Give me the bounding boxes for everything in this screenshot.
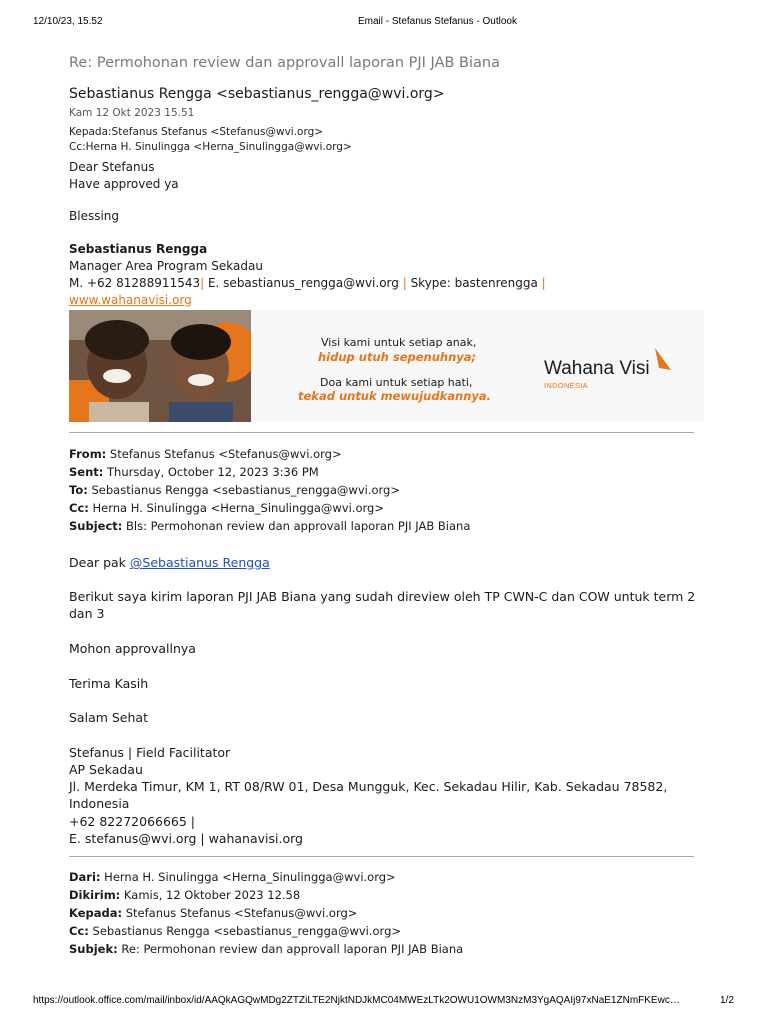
separator: | <box>200 276 205 290</box>
signature-website-link[interactable]: www.wahanavisi.org <box>69 293 192 307</box>
subject-value: Bls: Permohonan review dan approvall laporan PJI JAB Biana <box>122 519 471 533</box>
separator: | <box>541 276 546 290</box>
print-title: Email - Stefanus Stefanus - Outlook <box>358 16 517 27</box>
mention-link[interactable]: @Sebastianus Rengga <box>129 555 270 570</box>
banner-tagline-3: Doa kami untuk setiap hati, <box>320 376 473 389</box>
wahana-visi-logo-sub: INDONESIA <box>544 381 588 390</box>
forward2-subjek <box>69 942 463 956</box>
signature-skype: Skype: bastenrengga <box>406 276 542 290</box>
dikirim-value: Kamis, 12 Oktober 2023 12.58 <box>120 888 301 902</box>
signature-contact <box>69 276 546 290</box>
signature-banner <box>69 310 704 422</box>
email-sender[interactable]: Sebastianus Rengga <sebastianus_rengga@wvi.org> <box>69 86 445 102</box>
from-label: From: <box>69 447 107 461</box>
forward1-sent <box>69 465 319 479</box>
forward1-sig-line4: Indonesia <box>69 796 130 811</box>
to-value: Sebastianus Rengga <sebastianus_rengga@wvi.org> <box>87 483 400 497</box>
banner-tagline-4: tekad untuk mewujudkannya. <box>298 389 492 403</box>
dikirim-label: Dikirim: <box>69 888 121 902</box>
children-photo <box>69 310 251 422</box>
forward1-sig-line1: Stefanus | Field Facilitator <box>69 745 231 760</box>
cc-value: Sebastianus Rengga <sebastianus_rengga@wvi.org> <box>88 924 401 938</box>
forward1-para3: Terima Kasih <box>69 676 149 691</box>
forward1-from <box>69 447 342 461</box>
sent-value: Thursday, October 12, 2023 3:36 PM <box>103 465 319 479</box>
forward2-dari <box>69 870 396 884</box>
sent-label: Sent: <box>69 465 104 479</box>
from-value: Stefanus Stefanus <Stefanus@wvi.org> <box>106 447 342 461</box>
wahana-visi-logo: Wahana Visi <box>544 358 650 379</box>
signature-role: Manager Area Program Sekadau <box>69 259 263 273</box>
email-subject: Re: Permohonan review dan approvall laporan PJI JAB Biana <box>69 55 500 71</box>
divider <box>69 432 694 433</box>
forward1-para1-line2: dan 3 <box>69 606 105 621</box>
divider <box>69 856 694 857</box>
email-to: Kepada:Stefanus Stefanus <Stefanus@wvi.org> <box>69 126 324 138</box>
forward1-sig-line6: E. stefanus@wvi.org | wahanavisi.org <box>69 831 303 846</box>
forward1-sig-line5: +62 82272066665 | <box>69 814 196 829</box>
children-photo-illustration <box>69 310 251 422</box>
email-cc: Cc:Herna H. Sinulingga <Herna_Sinulingga@wvi.org> <box>69 141 352 153</box>
signature-email: E. sebastianus_rengga@wvi.org <box>204 276 403 290</box>
forward1-para2: Mohon approvallnya <box>69 641 196 656</box>
forward2-cc <box>69 924 401 938</box>
subjek-label: Subjek: <box>69 942 118 956</box>
forward1-sig-line3: Jl. Merdeka Timur, KM 1, RT 08/RW 01, Desa Mungguk, Kec. Sekadau Hilir, Kab. Sekadau 78582, <box>69 779 668 794</box>
greeting-text: Dear pak <box>69 555 130 570</box>
print-url: https://outlook.office.com/mail/inbox/id/AAQkAGQwMDg2ZTZiLTE2NjktNDJkMC04MWEzLTk2OWU1OWM3NzM3YgAQAIj97xNaE1ZNmFKEwc… <box>33 995 680 1006</box>
forward1-para1-line1: Berikut saya kirim laporan PJI JAB Biana yang sudah direview oleh TP CWN-C dan COW untuk term 2 <box>69 589 696 604</box>
subject-label: Subject: <box>69 519 123 533</box>
forward1-greeting <box>69 555 270 570</box>
signature-phone: M. +62 81288911543 <box>69 276 201 290</box>
cc-value: Herna H. Sinulingga <Herna_Sinulingga@wvi.org> <box>88 501 384 515</box>
body-line-2: Have approved ya <box>69 177 179 191</box>
cc-label: Cc: <box>69 924 89 938</box>
dari-value: Herna H. Sinulingga <Herna_Sinulingga@wvi.org> <box>100 870 396 884</box>
forward2-dikirim <box>69 888 300 902</box>
to-label: To: <box>69 483 88 497</box>
body-line-3: Blessing <box>69 209 120 223</box>
forward1-cc <box>69 501 384 515</box>
kepada-label: Kepada: <box>69 906 123 920</box>
print-datetime: 12/10/23, 15.52 <box>33 16 103 27</box>
signature-name: Sebastianus Rengga <box>69 242 208 256</box>
separator: | <box>402 276 407 290</box>
cc-label: Cc: <box>69 501 89 515</box>
forward1-sig-line2: AP Sekadau <box>69 762 143 777</box>
star-logo-icon <box>651 348 673 376</box>
kepada-value: Stefanus Stefanus <Stefanus@wvi.org> <box>122 906 358 920</box>
dari-label: Dari: <box>69 870 101 884</box>
print-page-number: 1/2 <box>720 995 734 1006</box>
body-line-1: Dear Stefanus <box>69 160 155 174</box>
forward1-to <box>69 483 400 497</box>
forward1-subject <box>69 519 470 533</box>
banner-tagline-1: Visi kami untuk setiap anak, <box>321 336 477 349</box>
banner-tagline-2: hidup utuh sepenuhnya; <box>318 350 477 364</box>
subjek-value: Re: Permohonan review dan approvall laporan PJI JAB Biana <box>117 942 464 956</box>
email-date: Kam 12 Okt 2023 15.51 <box>69 107 195 119</box>
forward1-para4: Salam Sehat <box>69 710 148 725</box>
forward2-kepada <box>69 906 357 920</box>
